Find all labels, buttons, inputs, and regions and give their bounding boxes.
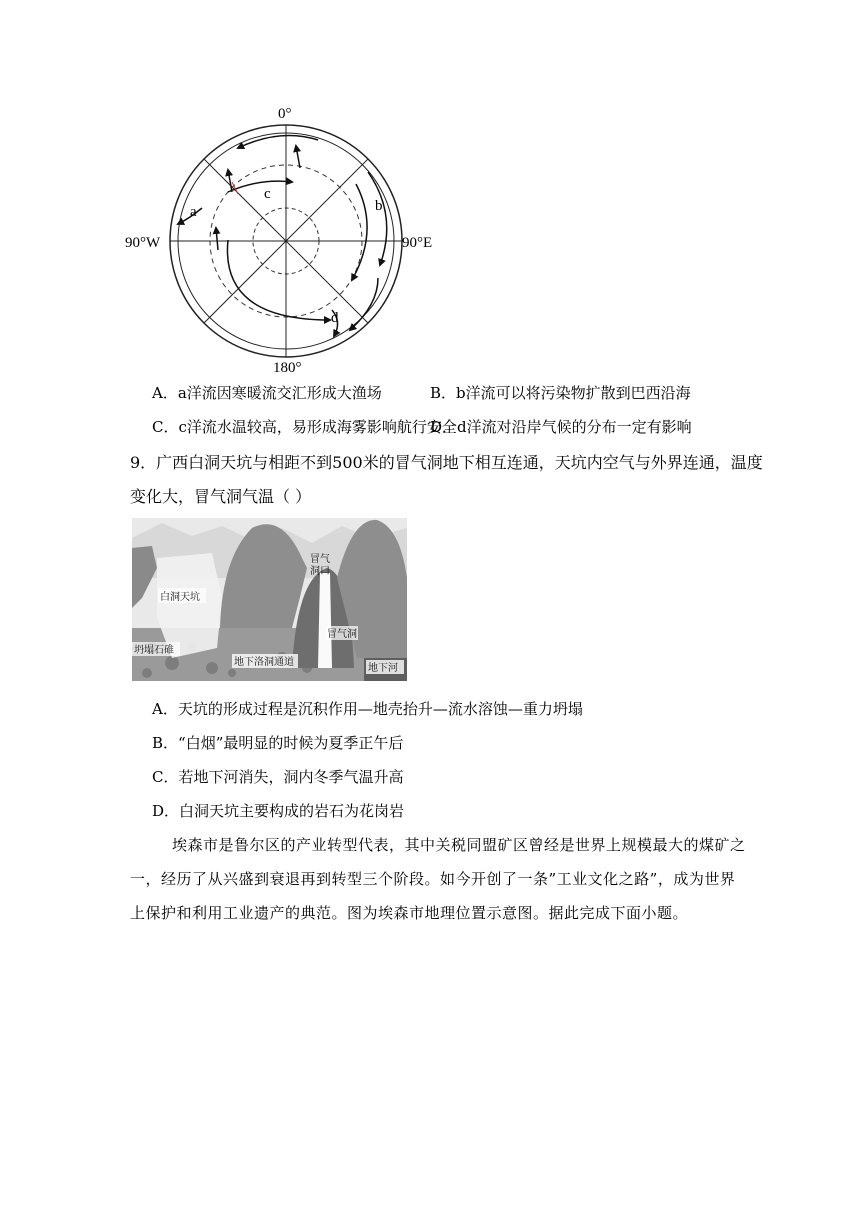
current-arrow-nw [228, 170, 232, 192]
q9-stem-line1: 9．广西白洞天坑与相距不到500米的冒气洞地下相互连通，天坑内空气与外界连通，温度 [130, 453, 763, 472]
ocean-current-diagram [120, 100, 450, 375]
q9-option-a: A．天坑的形成过程是沉积作用—地壳抬升—流水溶蚀—重力坍塌 [152, 700, 583, 718]
label-maoqi-mouth-1: 冒气 [310, 554, 330, 565]
current-arrow-w [216, 228, 218, 250]
label-c: c [264, 186, 271, 202]
label-0-deg: 0° [278, 106, 292, 122]
tiankeng-diagram [132, 518, 407, 681]
label-d: d [331, 310, 339, 326]
q8-option-d: D．d洋流对沿岸气候的分布一定有影响 [430, 418, 692, 436]
label-collapse-rocks: 坍塌石碓 [134, 645, 174, 656]
label-baidong-tiankeng: 白洞天坑 [160, 592, 200, 603]
q8-option-c: C．c洋流水温较高，易形成海雾影响航行安全 [152, 418, 457, 436]
label-maoqi-cave: 冒气洞 [327, 629, 357, 640]
current-arrow-c [228, 181, 292, 192]
q8-option-b: B．b洋流可以将污染物扩散到巴西沿海 [430, 384, 691, 402]
q9-option-b: B．“白烟”最明显的时候为夏季正午后 [152, 734, 404, 752]
q9-stem-line2: 变化大，冒气洞气温（ ） [130, 487, 312, 506]
label-90e: 90°E [402, 235, 433, 251]
label-a: a [190, 204, 197, 220]
label-90w: 90°W [125, 235, 161, 251]
current-arrow-n [296, 146, 300, 168]
label-b: b [375, 198, 383, 214]
passage-line1: 埃森市是鲁尔区的产业转型代表，其中关税同盟矿区曾经是世界上规模最大的煤矿之 [172, 836, 746, 854]
q9-option-c: C．若地下河消失，洞内冬季气温升高 [152, 768, 404, 786]
label-maoqi-mouth-2: 洞口 [310, 566, 330, 577]
current-arrow-b-inner [352, 184, 367, 280]
q8-option-a: A．a洋流因寒暖流交汇形成大渔场 [152, 384, 382, 402]
current-arrow-top [238, 136, 318, 149]
passage-line2: 一，经历了从兴盛到衰退再到转型三个阶段。如今开创了一条”工业文化之路”，成为世界 [130, 870, 736, 888]
passage-line3: 上保护和利用工业遗产的典范。图为埃森市地理位置示意图。据此完成下面小题。 [130, 904, 689, 922]
q9-option-d: D．白洞天坑主要构成的岩石为花岗岩 [152, 802, 405, 820]
label-underground-channel: 地下洛洞通道 [234, 657, 294, 668]
label-underground-river: 地下河 [368, 663, 398, 674]
current-arrow-b-outer [368, 172, 387, 265]
label-180-deg: 180° [273, 360, 302, 375]
current-arrow-sw [227, 240, 330, 320]
